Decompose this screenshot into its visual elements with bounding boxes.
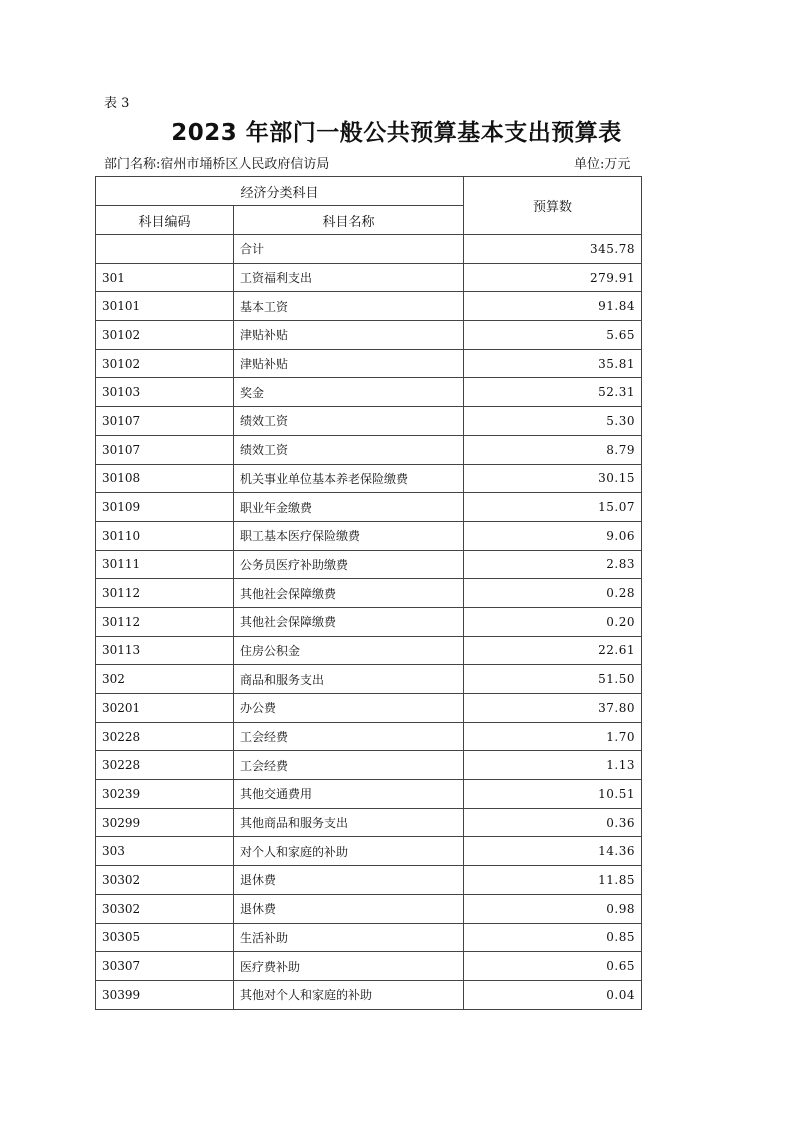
row-code: 30299 xyxy=(96,808,234,837)
row-amount: 91.84 xyxy=(464,292,642,321)
row-code: 30228 xyxy=(96,722,234,751)
department-name: 部门名称:宿州市埇桥区人民政府信访局 xyxy=(104,157,330,172)
row-name: 工会经费 xyxy=(234,751,464,780)
table-row xyxy=(96,321,642,350)
row-name: 生活补助 xyxy=(234,923,464,952)
row-name: 退休费 xyxy=(234,894,464,923)
row-name: 其他商品和服务支出 xyxy=(234,808,464,837)
row-name: 商品和服务支出 xyxy=(234,665,464,694)
row-name: 绩效工资 xyxy=(234,435,464,464)
table-row xyxy=(96,808,642,837)
row-amount: 0.98 xyxy=(464,894,642,923)
row-name: 其他社会保障缴费 xyxy=(234,579,464,608)
row-code: 30107 xyxy=(96,435,234,464)
row-amount: 52.31 xyxy=(464,378,642,407)
table-row xyxy=(96,292,642,321)
row-amount: 1.13 xyxy=(464,751,642,780)
unit-label: 单位:万元 xyxy=(574,157,631,172)
row-code: 30228 xyxy=(96,751,234,780)
row-amount: 5.30 xyxy=(464,407,642,436)
row-amount: 51.50 xyxy=(464,665,642,694)
row-code: 302 xyxy=(96,665,234,694)
table-row xyxy=(96,607,642,636)
table-row xyxy=(96,407,642,436)
row-amount: 14.36 xyxy=(464,837,642,866)
row-name: 工资福利支出 xyxy=(234,263,464,292)
table-row xyxy=(96,636,642,665)
row-code: 303 xyxy=(96,837,234,866)
row-code: 30101 xyxy=(96,292,234,321)
row-code: 30110 xyxy=(96,521,234,550)
row-amount: 22.61 xyxy=(464,636,642,665)
row-code: 30239 xyxy=(96,780,234,809)
row-amount: 0.28 xyxy=(464,579,642,608)
table-row xyxy=(96,435,642,464)
row-name: 津贴补贴 xyxy=(234,321,464,350)
table-row xyxy=(96,866,642,895)
row-code: 30307 xyxy=(96,952,234,981)
row-name: 退休费 xyxy=(234,866,464,895)
row-name: 职业年金缴费 xyxy=(234,493,464,522)
row-name: 对个人和家庭的补助 xyxy=(234,837,464,866)
row-amount: 8.79 xyxy=(464,435,642,464)
budget-table xyxy=(95,176,642,1010)
row-amount: 30.15 xyxy=(464,464,642,493)
table-row xyxy=(96,837,642,866)
row-code xyxy=(96,235,234,264)
table-row xyxy=(96,694,642,723)
row-code: 30107 xyxy=(96,407,234,436)
table-row xyxy=(96,235,642,264)
table-row xyxy=(96,751,642,780)
row-name: 津贴补贴 xyxy=(234,349,464,378)
row-amount: 9.06 xyxy=(464,521,642,550)
row-code: 30399 xyxy=(96,980,234,1009)
row-code: 30102 xyxy=(96,321,234,350)
row-amount: 0.36 xyxy=(464,808,642,837)
row-code: 30112 xyxy=(96,579,234,608)
row-name: 住房公积金 xyxy=(234,636,464,665)
row-amount: 15.07 xyxy=(464,493,642,522)
table-row xyxy=(96,550,642,579)
row-name: 办公费 xyxy=(234,694,464,723)
table-number-label: 表 3 xyxy=(104,96,130,111)
row-code: 30112 xyxy=(96,607,234,636)
row-amount: 0.85 xyxy=(464,923,642,952)
row-amount: 345.78 xyxy=(464,235,642,264)
page-title: 2023 年部门一般公共预算基本支出预算表 xyxy=(171,120,622,146)
row-name: 其他交通费用 xyxy=(234,780,464,809)
table-row xyxy=(96,579,642,608)
row-name: 公务员医疗补助缴费 xyxy=(234,550,464,579)
table-row xyxy=(96,894,642,923)
row-code: 30102 xyxy=(96,349,234,378)
row-code: 30201 xyxy=(96,694,234,723)
row-code: 30305 xyxy=(96,923,234,952)
row-amount: 2.83 xyxy=(464,550,642,579)
row-amount: 279.91 xyxy=(464,263,642,292)
row-code: 301 xyxy=(96,263,234,292)
table-row xyxy=(96,952,642,981)
row-name: 其他对个人和家庭的补助 xyxy=(234,980,464,1009)
row-amount: 0.04 xyxy=(464,980,642,1009)
table-row xyxy=(96,780,642,809)
row-amount: 11.85 xyxy=(464,866,642,895)
header-econ-category: 经济分类科目 xyxy=(96,177,464,206)
table-row xyxy=(96,521,642,550)
table-row xyxy=(96,665,642,694)
row-amount: 5.65 xyxy=(464,321,642,350)
table-row xyxy=(96,263,642,292)
row-code: 30109 xyxy=(96,493,234,522)
table-row xyxy=(96,493,642,522)
row-code: 30113 xyxy=(96,636,234,665)
row-amount: 35.81 xyxy=(464,349,642,378)
table-body xyxy=(96,235,642,1010)
row-name: 职工基本医疗保险缴费 xyxy=(234,521,464,550)
row-code: 30111 xyxy=(96,550,234,579)
row-code: 30302 xyxy=(96,894,234,923)
row-code: 30103 xyxy=(96,378,234,407)
row-name: 医疗费补助 xyxy=(234,952,464,981)
row-name: 其他社会保障缴费 xyxy=(234,607,464,636)
row-name: 工会经费 xyxy=(234,722,464,751)
row-amount: 0.65 xyxy=(464,952,642,981)
header-name: 科目名称 xyxy=(234,206,464,235)
row-name: 基本工资 xyxy=(234,292,464,321)
row-name: 合计 xyxy=(234,235,464,264)
row-name: 机关事业单位基本养老保险缴费 xyxy=(234,464,464,493)
row-name: 绩效工资 xyxy=(234,407,464,436)
header-code: 科目编码 xyxy=(96,206,234,235)
row-name: 奖金 xyxy=(234,378,464,407)
header-budget: 预算数 xyxy=(464,177,642,235)
row-amount: 10.51 xyxy=(464,780,642,809)
table-row xyxy=(96,980,642,1009)
table-row xyxy=(96,722,642,751)
table-row xyxy=(96,923,642,952)
row-amount: 1.70 xyxy=(464,722,642,751)
table-row xyxy=(96,464,642,493)
row-code: 30302 xyxy=(96,866,234,895)
table-row xyxy=(96,349,642,378)
row-code: 30108 xyxy=(96,464,234,493)
row-amount: 37.80 xyxy=(464,694,642,723)
row-amount: 0.20 xyxy=(464,607,642,636)
table-row xyxy=(96,378,642,407)
